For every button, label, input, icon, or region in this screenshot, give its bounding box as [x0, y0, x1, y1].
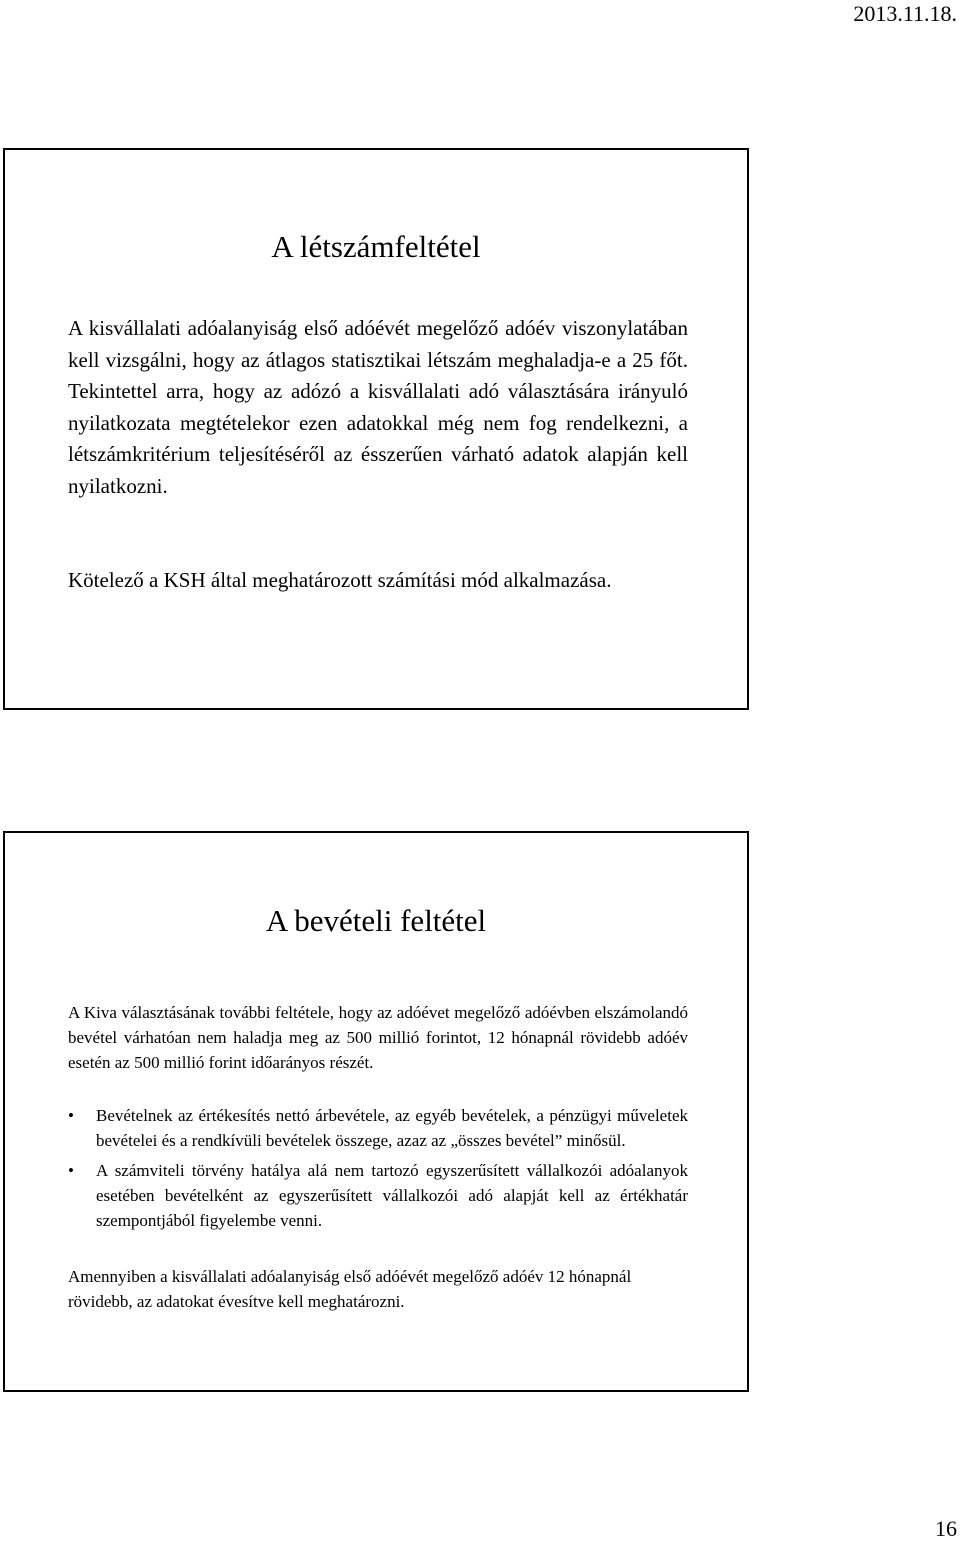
slide-paragraph: Amennyiben a kisvállalati adóalanyiság első adóévét megelőző adóév 12 hónapnál rövidebb, az adatokat évesítve kell meghatározni. — [68, 1267, 632, 1311]
slide-beveteli-feltetel — [3, 831, 749, 1392]
slide-paragraph: A kisvállalati adóalanyiság első adóévét megelőző adóév viszonylatában kell vizsgálni, hogy az átlagos statisztikai létszám meghaladja-e a 25 főt. Tekintettel arra, hogy az adózó a kisvállalati adó választására irányuló nyilatkozata megtételekor ezen adatokkal még nem fog rendelkezni, a létszámkritérium teljesítéséről az ésszerűen várható adatok alapján kell nyilatkozni. — [68, 316, 688, 498]
bullet-icon: • — [68, 1106, 74, 1125]
slide-title: A létszámfeltétel — [271, 229, 481, 264]
bullet-icon: • — [68, 1161, 74, 1180]
bullet-text: A számviteli törvény hatálya alá nem tartozó egyszerűsített vállalkozói adóalanyok esetében bevételként az egyszerűsített vállalkozói adó alapját kell az értékhatár szempontjából figyelembe venni. — [96, 1161, 688, 1230]
bullet-item — [68, 1103, 688, 1153]
page-number: 16 — [935, 1516, 957, 1541]
slide-paragraph: A Kiva választásának további feltétele, hogy az adóévet megelőző adóévben elszámolandó bevétel várhatóan nem haladja meg az 500 millió forintot, 12 hónapnál rövidebb adóév esetén az 500 millió forint időarányos részét. — [68, 1003, 688, 1072]
bullet-item — [68, 1158, 688, 1233]
slide-paragraph: Kötelező a KSH által meghatározott számítási mód alkalmazása. — [68, 568, 612, 592]
bullet-list — [68, 1103, 688, 1238]
header-date: 2013.11.18. — [853, 1, 957, 26]
slide-title: A bevételi feltétel — [265, 903, 487, 938]
bullet-text: Bevételnek az értékesítés nettó árbevétele, az egyéb bevételek, a pénzügyi műveletek bevételei és a rendkívüli bevételek összege, azaz az „összes bevétel” minősül. — [96, 1106, 688, 1150]
slide-letszamfeltetel — [3, 148, 749, 710]
